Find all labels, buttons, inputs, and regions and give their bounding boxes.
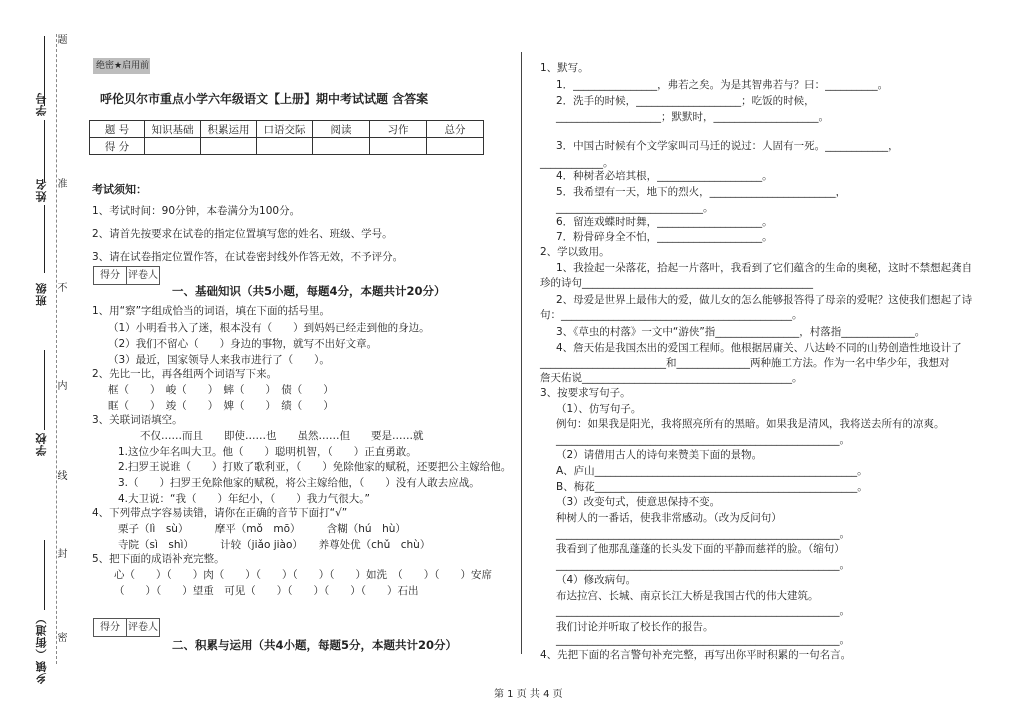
school-line	[44, 350, 45, 430]
score-cell	[145, 138, 201, 155]
question-line: 眶（ ） 竣（ ） 婢（ ） 绩（ ）	[108, 400, 334, 412]
notice-heading: 考试须知：	[92, 183, 147, 196]
question-line: ____________。	[540, 157, 614, 169]
score-col-0: 题 号	[90, 121, 145, 138]
seal-char-2: 准	[55, 178, 66, 188]
question-line: （ ）（ ）望重 可见（ ）（ ）（ ）（ ）石出	[114, 585, 419, 597]
seal-char-6: 封	[55, 548, 66, 558]
name-label: 姓名	[35, 178, 48, 202]
score-col-2: 积累运用	[201, 121, 257, 138]
score-row-label: 得 分	[90, 138, 145, 155]
question-line: 2.扫罗王说谁（ ）打败了歌利亚，（ ）免除他家的赋税，还要把公主嫁给他。	[118, 461, 512, 473]
question-line: 种树人的一番话，使我非常感动。（改为反问句）	[556, 512, 782, 524]
question-line: 珍的诗句____________________________________________	[540, 277, 813, 289]
score-cell	[257, 138, 313, 155]
question-line: 詹天佑说________________________________________。	[540, 372, 803, 384]
question-line: 3、按要求写句子。	[540, 387, 631, 399]
seal-char-4: 内	[55, 380, 66, 390]
seal-char-7: 密	[55, 632, 66, 642]
grader-name-label: 评卷人	[128, 270, 158, 281]
question-line: 2、母爱是世界上最伟大的爱，做儿女的怎么能够报答得了母亲的爱呢？这使我们想起了诗	[556, 294, 973, 306]
score-cell	[313, 138, 370, 155]
question-line: 寺院（sì shì） 计较（jiǎo jiào） 养尊处优（chǔ chù）	[118, 539, 431, 551]
question-line: 框（ ） 峻（ ） 蟀（ ） 债（ ）	[108, 384, 334, 396]
question-line: ______________________________________________________。	[556, 434, 850, 446]
notice-item: 1、考试时间：90分钟，本卷满分为100分。	[92, 205, 301, 217]
question-line: 4.大卫说：“我（ ）年纪小，（ ）我力气很大。”	[118, 493, 370, 505]
question-line: 3．中国古时候有个文学家叫司马迁的说过：人固有一死。____________，	[556, 140, 899, 152]
score-table-header-row	[90, 121, 484, 138]
question-line: A、庐山__________________________________________________。	[556, 465, 868, 477]
school-label: 学校	[35, 432, 48, 456]
notice-item: 3、请在试卷指定位置作答，在试卷密封线外作答无效，不予评分。	[92, 251, 404, 263]
class-line	[44, 205, 45, 273]
question-line: （4）修改病句。	[556, 574, 637, 586]
question-line: （1）、仿写句子。	[556, 403, 642, 415]
grader-name-label: 评卷人	[128, 622, 158, 633]
question-line: 2．洗手的时候，____________________；吃饭的时候，	[556, 95, 815, 107]
question-line: （3）改变句式，使意思保持不变。	[556, 496, 721, 508]
binding-margin	[0, 0, 70, 722]
question-line: 7．粉骨碎身全不怕，____________________。	[556, 231, 773, 243]
score-table	[89, 120, 484, 155]
township-line	[44, 540, 45, 610]
seal-char-5: 线	[55, 470, 66, 480]
grader-score-label: 得分	[94, 619, 127, 636]
question-line: 6．留连戏蝶时时舞，____________________。	[556, 216, 773, 228]
name-line	[44, 120, 45, 182]
question-line: （3）最近，国家领导人来我市进行了（ ）。	[108, 354, 330, 366]
question-line: 我们讨论并听取了校长作的报告。	[556, 621, 714, 633]
question-line: ______________________________________________________。	[556, 634, 850, 646]
question-line: （2）我们不留心（ ）身边的事物，就写不出好文章。	[108, 338, 378, 350]
question-line: 1.这位少年名叫大卫。他（ ）聪明机智，（ ）正直勇敢。	[118, 446, 417, 458]
question-line: 5、把下面的成语补充完整。	[92, 553, 225, 565]
question-line: 4、下列带点字容易读错，请你在正确的音节下面打“√”	[92, 507, 348, 519]
question-line: 4、先把下面的名言警句补充完整，再写出你平时积累的一句名言。	[540, 649, 852, 661]
exam-title: 呼伦贝尔市重点小学六年级语文【上册】期中考试试题 含答案	[100, 92, 429, 106]
question-line: 我看到了他那乱蓬蓬的长头发下面的平静而慈祥的脸。（缩句）	[556, 543, 845, 555]
question-line: 3、《草虫的村落》一文中“游侠”指________________，村落指______________。	[556, 326, 926, 338]
question-line: ______________________________________________________。	[556, 559, 850, 571]
score-cell	[370, 138, 427, 155]
question-line: 1、用“察”字组成恰当的词语，填在下面的括号里。	[92, 305, 331, 317]
question-line: 栗子（lì sù） 摩平（mǒ mō） 含糊（hú hù）	[118, 523, 406, 535]
notice-item: 2、请首先按要求在试卷的指定位置填写您的姓名、班级、学号。	[92, 228, 393, 240]
question-line: 句：____________________________________________。	[540, 309, 803, 321]
seal-char-3: 不	[55, 282, 66, 292]
question-line: ________________________和______________两种施工方法。作为一名中华少年，我想对	[540, 357, 950, 369]
question-line: 4、詹天佑是我国杰出的爱国工程师。他根据居庸关、八达岭不同的山势创造性地设计了	[556, 342, 962, 354]
question-line: 3.（ ）扫罗王免除他家的赋税，将公主嫁给他，（ ）没有人敢去应战。	[118, 477, 480, 489]
grader-box-1	[93, 266, 160, 285]
question-line: 不仅……而且 即使……也 虽然……但 要是……就	[140, 430, 424, 442]
question-line: 2、先比一比，再各组两个词语写下来。	[92, 368, 278, 380]
score-col-5: 习作	[370, 121, 427, 138]
question-line: 例句：如果我是阳光，我将照亮所有的黑暗。如果我是清风，我将送去所有的凉爽。	[556, 418, 945, 430]
page-number: 第 1 页 共 4 页	[494, 689, 563, 700]
question-line: 2、学以致用。	[540, 246, 610, 258]
question-line: 1、默写。	[540, 62, 589, 74]
township-label: 乡镇（街道）	[35, 612, 48, 684]
question-line: 1．________________，弗若之矣。为是其智弗若与？曰：__________。	[556, 79, 889, 91]
seal-dashed-line	[56, 34, 57, 664]
section-heading-1: 一、基础知识（共5小题，每题4分，本题共计20分）	[172, 284, 446, 298]
confidential-badge: 绝密★启用前	[93, 58, 150, 74]
class-label: 班级	[35, 282, 48, 306]
score-col-1: 知识基础	[145, 121, 201, 138]
score-col-3: 口语交际	[257, 121, 313, 138]
question-line: 5．我希望有一天，地下的烈火，________________________，	[556, 186, 847, 198]
question-line: ______________________________________________________。	[556, 528, 850, 540]
question-line: ______________________________________________________。	[556, 605, 850, 617]
question-line: 心（ ）（ ）肉（ ）（ ）（ ）（ ）如洗 （ ）（ ）安席	[114, 569, 492, 581]
score-col-6: 总分	[427, 121, 484, 138]
question-line: 1、我捡起一朵落花，拾起一片落叶，我看到了它们蕴含的生命的奥秘，这时不禁想起龚自	[556, 262, 973, 274]
question-line: B、梅花__________________________________________________。	[556, 481, 868, 493]
question-line: （1）小明看书入了迷，根本没有（ ）到妈妈已经走到他的身边。	[108, 322, 430, 334]
score-table-score-row	[90, 138, 484, 155]
score-cell	[427, 138, 484, 155]
grader-box-2	[93, 618, 160, 637]
column-divider	[521, 52, 522, 654]
score-cell	[201, 138, 257, 155]
section-heading-2: 二、积累与运用（共4小题，每题5分，本题共计20分）	[172, 638, 458, 652]
question-line: ____________________；默默时，____________________。	[556, 111, 829, 123]
question-line: （2）请借用古人的诗句来赞美下面的景物。	[556, 449, 763, 461]
question-line: 4．种树者必培其根，____________________。	[556, 170, 773, 182]
seal-char-1: 题	[55, 34, 66, 44]
score-col-4: 阅读	[313, 121, 370, 138]
question-line: ____________________________。	[556, 202, 714, 214]
grader-score-label: 得分	[94, 267, 127, 284]
question-line: 布达拉宫、长城、南京长江大桥是我国古代的伟大建筑。	[556, 590, 819, 602]
student-number-label: 学号	[35, 92, 48, 116]
question-line: 3、关联词语填空。	[92, 414, 183, 426]
